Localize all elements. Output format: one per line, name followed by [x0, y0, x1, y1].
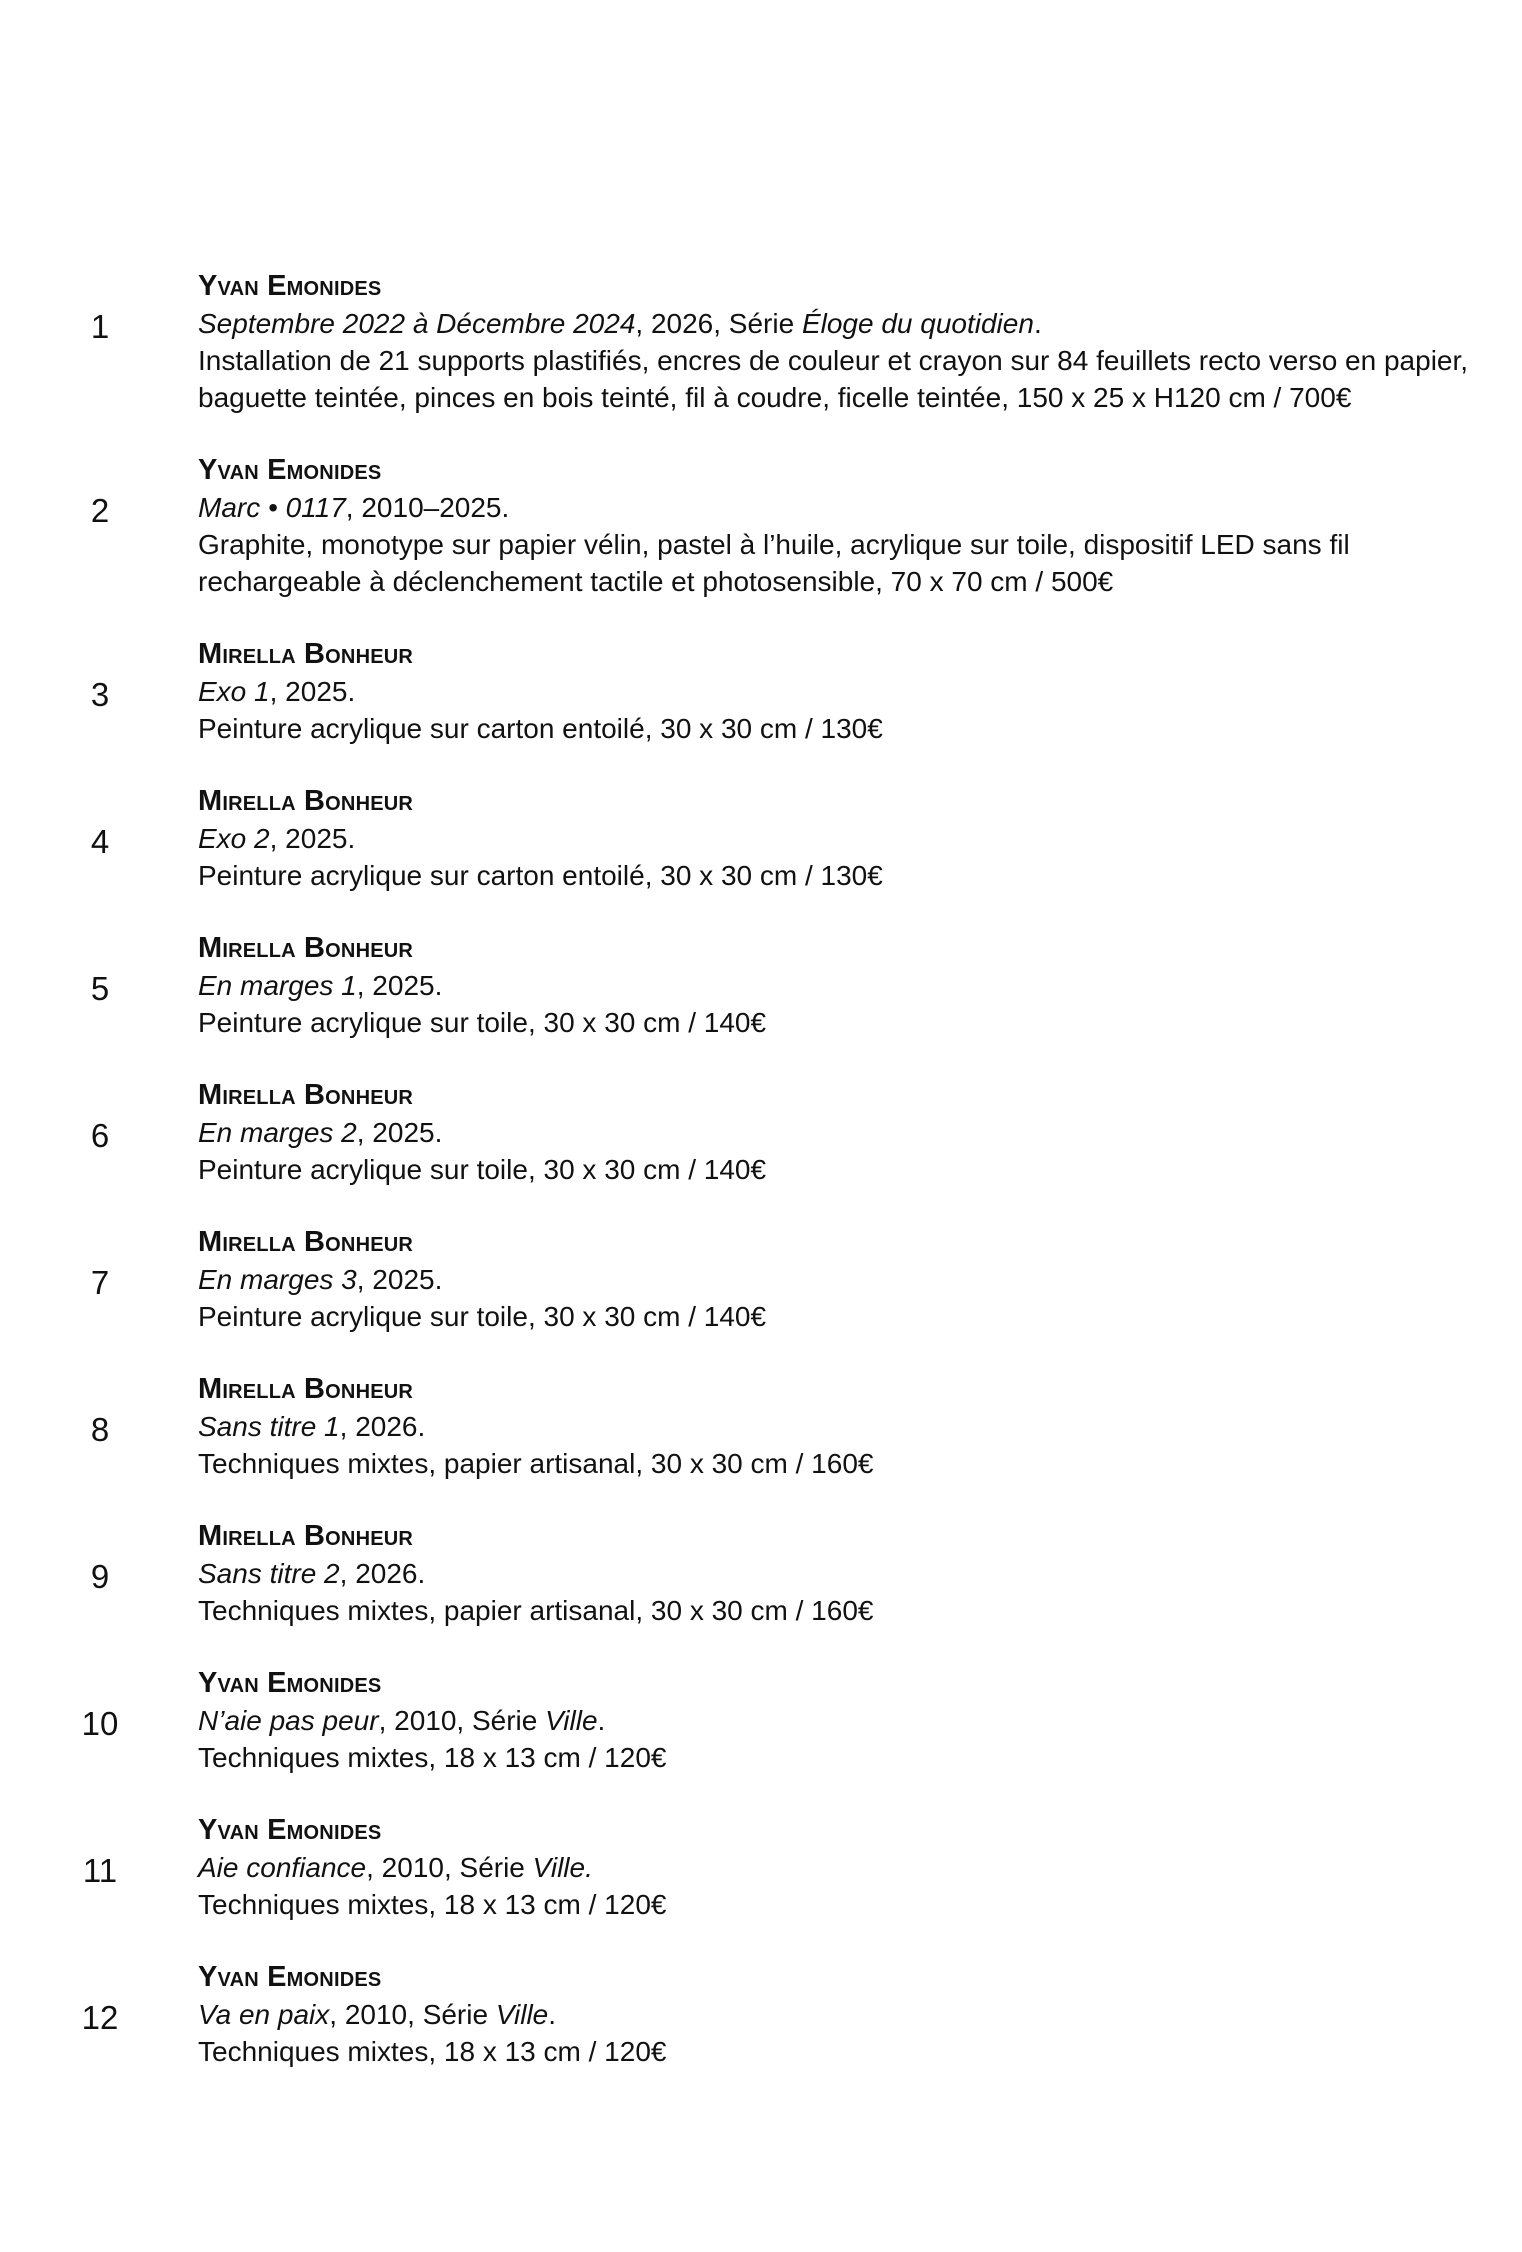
- title-line: [198, 967, 1488, 1004]
- artwork-title: Va en paix: [198, 1999, 330, 2030]
- artwork-title: Septembre 2022 à Décembre 2024: [198, 308, 636, 339]
- artwork-description: Techniques mixtes, 18 x 13 cm / 120€: [198, 1742, 667, 1773]
- artwork-description: Techniques mixtes, 18 x 13 cm / 120€: [198, 2036, 667, 2067]
- title-line: [198, 1114, 1488, 1151]
- title-line: [198, 489, 1488, 526]
- artwork-title: N’aie pas peur: [198, 1705, 379, 1736]
- artist-name: Mirella Bonheur: [198, 1226, 414, 1258]
- series-name: Ville: [495, 1999, 549, 2030]
- entry-body: [198, 930, 1488, 1041]
- artwork-entry-6: [0, 1077, 1522, 1188]
- artwork-date: , 2010, Série: [378, 1705, 546, 1736]
- artwork-title: Exo 2: [198, 823, 270, 854]
- entry-number: 1: [90, 308, 110, 345]
- artwork-entry-7: [0, 1224, 1522, 1335]
- artwork-entry-8: [0, 1371, 1522, 1482]
- artwork-date: , 2025.: [356, 1117, 443, 1148]
- entry-body: [198, 1959, 1488, 2070]
- artwork-description: Peinture acrylique sur toile, 30 x 30 cm / 140€: [198, 1154, 767, 1185]
- artwork-entry-1: [0, 268, 1522, 416]
- entry-body: [198, 1224, 1488, 1335]
- entry-number: 10: [81, 1705, 119, 1742]
- artwork-description: Peinture acrylique sur carton entoilé, 30 x 30 cm / 130€: [198, 860, 883, 891]
- artist-name: Mirella Bonheur: [198, 1520, 414, 1552]
- entry-body: [198, 783, 1488, 894]
- artwork-description: Peinture acrylique sur carton entoilé, 30 x 30 cm / 130€: [198, 713, 883, 744]
- artwork-entry-11: [0, 1812, 1522, 1923]
- artist-name: Yvan Emonides: [198, 454, 382, 486]
- entry-body: [198, 1812, 1488, 1923]
- artwork-description: Graphite, monotype sur papier vélin, pastel à l’huile, acrylique sur toile, dispositif LED sans fil rechargeable à déclenchement tactile et photosensible, 70 x 70 cm / 500€: [198, 529, 1350, 597]
- entry-body: [198, 1665, 1488, 1776]
- artwork-date: , 2026.: [339, 1411, 426, 1442]
- entry-body: [198, 1518, 1488, 1629]
- entry-body: [198, 452, 1488, 600]
- artwork-title: Aie confiance: [198, 1852, 367, 1883]
- artwork-list: [0, 268, 1522, 2106]
- artwork-date: , 2010, Série: [366, 1852, 533, 1883]
- artist-name: Yvan Emonides: [198, 1961, 382, 1993]
- artist-name: Yvan Emonides: [198, 1667, 382, 1699]
- entry-number: 12: [81, 1999, 119, 2036]
- artwork-date: , 2025.: [356, 1264, 443, 1295]
- series-name: Éloge du quotidien: [801, 308, 1034, 339]
- artwork-date: , 2010, Série: [329, 1999, 496, 2030]
- artwork-date: , 2010–2025.: [345, 492, 510, 523]
- artwork-entry-10: [0, 1665, 1522, 1776]
- artist-name: Mirella Bonheur: [198, 932, 414, 964]
- entry-body: [198, 1077, 1488, 1188]
- entry-number: 11: [82, 1852, 118, 1889]
- title-line: [198, 305, 1488, 342]
- artist-name: Mirella Bonheur: [198, 785, 414, 817]
- artwork-title: En marges 3: [198, 1264, 357, 1295]
- artwork-description: Techniques mixtes, papier artisanal, 30 x 30 cm / 160€: [198, 1448, 874, 1479]
- artist-name: Mirella Bonheur: [198, 1079, 414, 1111]
- title-end: .: [597, 1705, 606, 1736]
- series-name: Ville.: [532, 1852, 593, 1883]
- artwork-title: Sans titre 2: [198, 1558, 340, 1589]
- entry-number: 9: [90, 1558, 110, 1595]
- title-line: [198, 1996, 1488, 2033]
- artwork-description: Installation de 21 supports plastifiés, encres de couleur et crayon sur 84 feuillets recto verso en papier, baguette teintée, pinces en bois teinté, fil à coudre, ficelle teintée, 150 x 25 x H120 cm / 700€: [198, 345, 1469, 413]
- title-line: [198, 1261, 1488, 1298]
- entry-number: 4: [90, 823, 110, 860]
- artwork-description: Peinture acrylique sur toile, 30 x 30 cm / 140€: [198, 1301, 767, 1332]
- series-name: Ville: [545, 1705, 598, 1736]
- title-line: [198, 1849, 1488, 1886]
- entry-number: 8: [90, 1411, 110, 1448]
- title-line: [198, 1408, 1488, 1445]
- artwork-title: Marc • 0117: [198, 492, 346, 523]
- title-end: .: [1033, 308, 1042, 339]
- artwork-description: Peinture acrylique sur toile, 30 x 30 cm / 140€: [198, 1007, 767, 1038]
- title-end: .: [548, 1999, 557, 2030]
- artwork-entry-9: [0, 1518, 1522, 1629]
- artwork-date: , 2025.: [269, 823, 356, 854]
- title-line: [198, 673, 1488, 710]
- artwork-description: Techniques mixtes, 18 x 13 cm / 120€: [198, 1889, 667, 1920]
- entry-number: 3: [90, 676, 110, 713]
- artwork-entry-4: [0, 783, 1522, 894]
- artwork-title: En marges 1: [198, 970, 357, 1001]
- title-line: [198, 1702, 1488, 1739]
- artwork-description: Techniques mixtes, papier artisanal, 30 x 30 cm / 160€: [198, 1595, 874, 1626]
- artist-name: Yvan Emonides: [198, 1814, 382, 1846]
- artwork-date: , 2026, Série: [635, 308, 802, 339]
- entry-number: 5: [90, 970, 110, 1007]
- artist-name: Yvan Emonides: [198, 270, 382, 302]
- entry-body: [198, 636, 1488, 747]
- artwork-date: , 2026.: [339, 1558, 426, 1589]
- artwork-date: , 2025.: [269, 676, 356, 707]
- title-line: [198, 820, 1488, 857]
- artwork-entry-3: [0, 636, 1522, 747]
- artwork-entry-5: [0, 930, 1522, 1041]
- artist-name: Mirella Bonheur: [198, 1373, 414, 1405]
- entry-number: 7: [90, 1264, 110, 1301]
- artwork-date: , 2025.: [356, 970, 443, 1001]
- artwork-title: Sans titre 1: [198, 1411, 340, 1442]
- entry-body: [198, 268, 1488, 416]
- entry-number: 2: [90, 492, 110, 529]
- artwork-title: En marges 2: [198, 1117, 357, 1148]
- artwork-title: Exo 1: [198, 676, 270, 707]
- entry-number: 6: [90, 1117, 110, 1154]
- entry-body: [198, 1371, 1488, 1482]
- artist-name: Mirella Bonheur: [198, 638, 414, 670]
- artwork-entry-12: [0, 1959, 1522, 2070]
- title-line: [198, 1555, 1488, 1592]
- artwork-entry-2: [0, 452, 1522, 600]
